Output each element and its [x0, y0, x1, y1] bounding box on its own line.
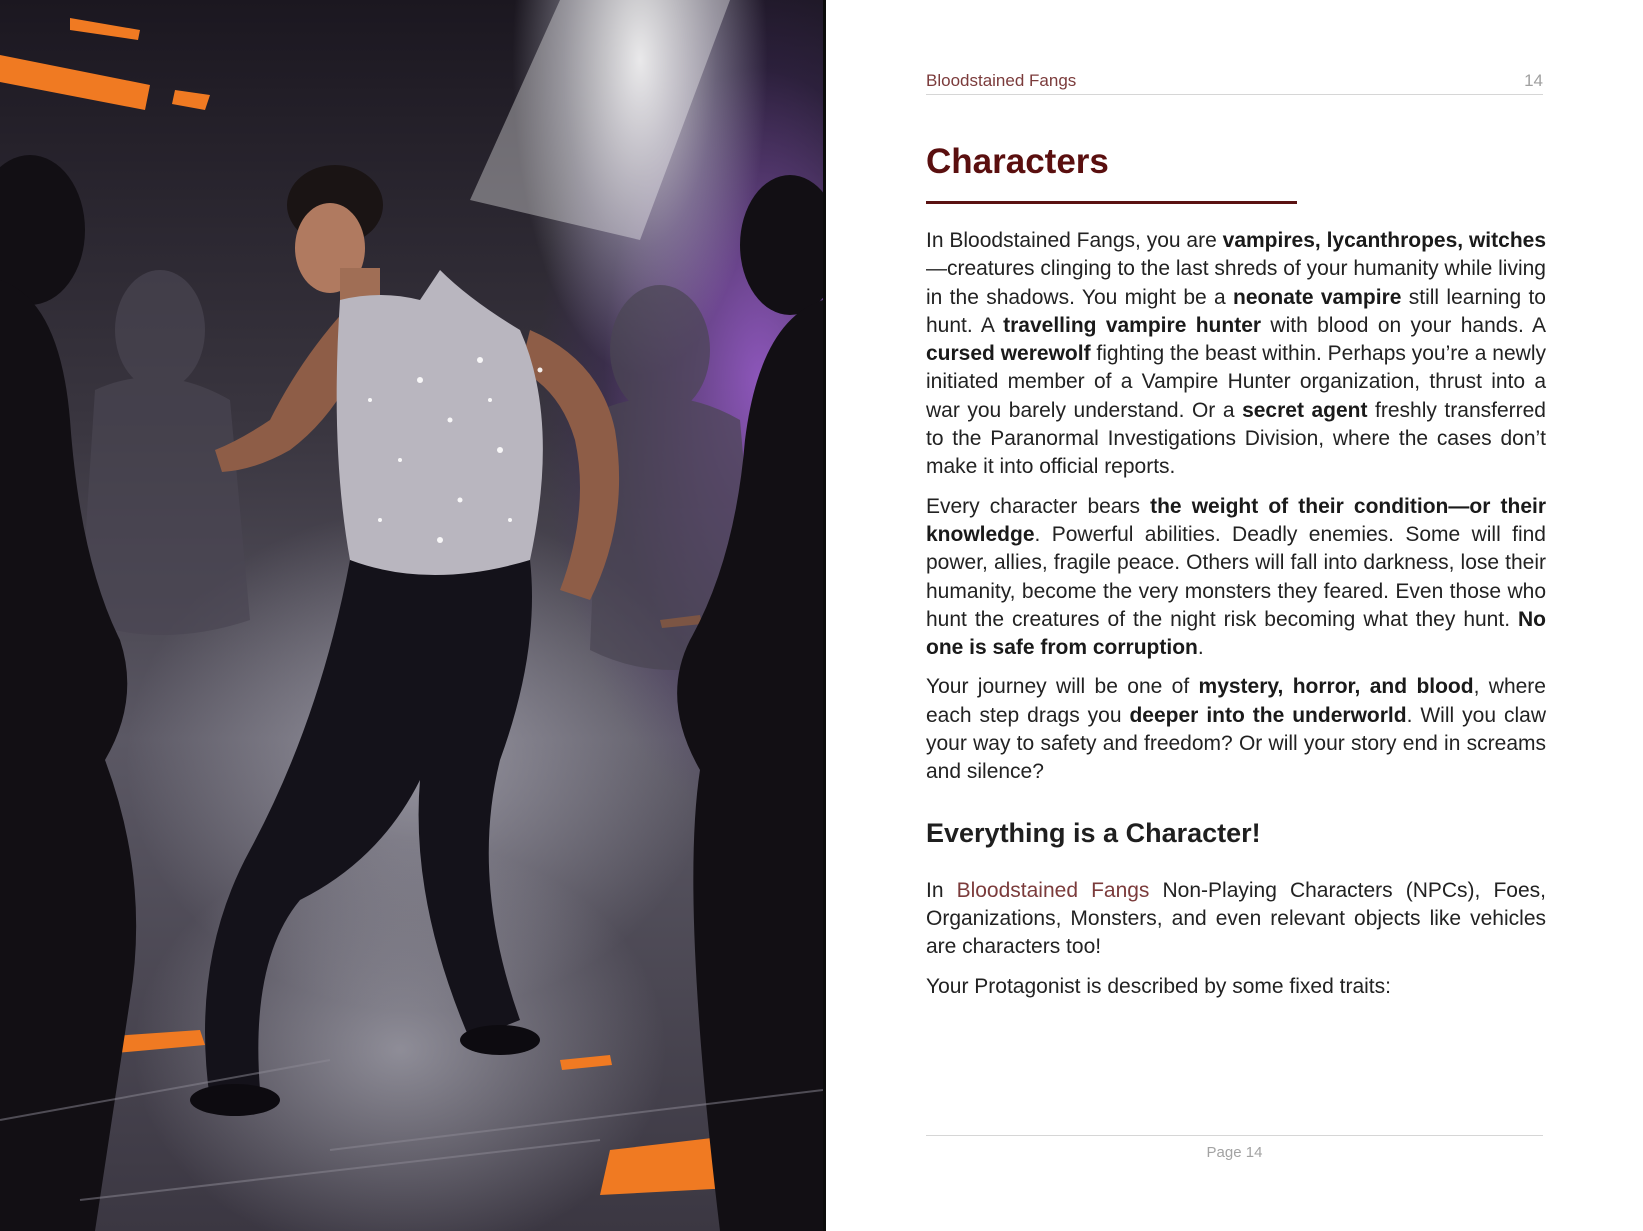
running-header-page-number: 14 — [1524, 71, 1543, 90]
bold-run: travelling vampire hunter — [1003, 313, 1262, 337]
bold-run: No one is safe from corruption — [926, 607, 1546, 660]
central-dancer — [190, 165, 619, 1116]
footer-page-label: Page 14 — [1206, 1144, 1263, 1161]
bold-run: mystery, horror, and blood — [1198, 675, 1474, 699]
bold-run: neonate vampire — [1233, 285, 1402, 309]
text-run: . — [1197, 636, 1204, 660]
bold-run: secret agent — [1242, 398, 1368, 422]
paragraph-condition — [926, 493, 1546, 663]
chapter-title: Characters — [926, 142, 1109, 181]
text-run: , where each step drags you — [926, 675, 1546, 727]
paragraph-everything-character — [926, 877, 1546, 962]
running-header-title: Bloodstained Fangs — [926, 71, 1077, 90]
page-spine — [823, 0, 826, 1231]
text-page — [926, 0, 1547, 1231]
text-run: In Bloodstained Fangs, you are — [926, 229, 1223, 252]
left-foreground-dancer — [0, 155, 136, 1231]
page-footer — [926, 1135, 1543, 1163]
text-run: —creatures clinging to the last shreds of your humanity while living in the shadows. You might be a — [926, 257, 1546, 309]
text-run: fighting the beast within. Perhaps you’re a newly initiated member of a Vampire Hunter organization, thrust into a war you barely understand. Or a — [926, 342, 1546, 422]
text-run: . Powerful abilities. Deadly enemies. Some will find power, allies, fragile peace. Others will fall into darkness, lose their humanity, become the very monsters they feared. Even those who hunt the creatures of the night risk becoming what they hunt. — [926, 522, 1546, 631]
body-text — [926, 227, 1546, 1012]
paragraph-journey — [926, 673, 1546, 786]
text-run: still learning to hunt. A — [926, 285, 1546, 337]
bold-run: deeper into the underworld — [1129, 703, 1407, 727]
bold-run: cursed werewolf — [926, 342, 1091, 366]
paragraph-traits-intro: Your Protagonist is described by some fixed traits: — [926, 974, 1391, 998]
spotlight-beam — [470, 0, 730, 240]
bold-run: the weight of their condition—or their knowledge — [926, 494, 1546, 546]
bold-run: vampires, lycanthropes, witches — [1222, 229, 1547, 252]
text-run: with blood on your hands. A — [1261, 313, 1546, 337]
text-run: Your journey will be one of — [926, 675, 1199, 699]
title-underline — [926, 201, 1297, 204]
running-header — [926, 70, 1543, 95]
text-run: . Will you claw your way to safety and freedom? Or will your story end in screams and silence? — [926, 703, 1546, 784]
game-title-link[interactable]: Bloodstained Fangs — [956, 878, 1150, 902]
text-run: freshly transferred to the Paranormal Investigations Division, where the cases don’t make it into official reports. — [926, 398, 1546, 479]
text-run: In — [926, 878, 957, 902]
section-title: Everything is a Character! — [926, 817, 1261, 848]
text-run: Non-Playing Characters (NPCs), Foes, Organizations, Monsters, and even relevant objects like vehicles are characters too! — [926, 878, 1546, 959]
text-run: Every character bears — [926, 494, 1151, 518]
paragraph-intro — [926, 227, 1546, 482]
